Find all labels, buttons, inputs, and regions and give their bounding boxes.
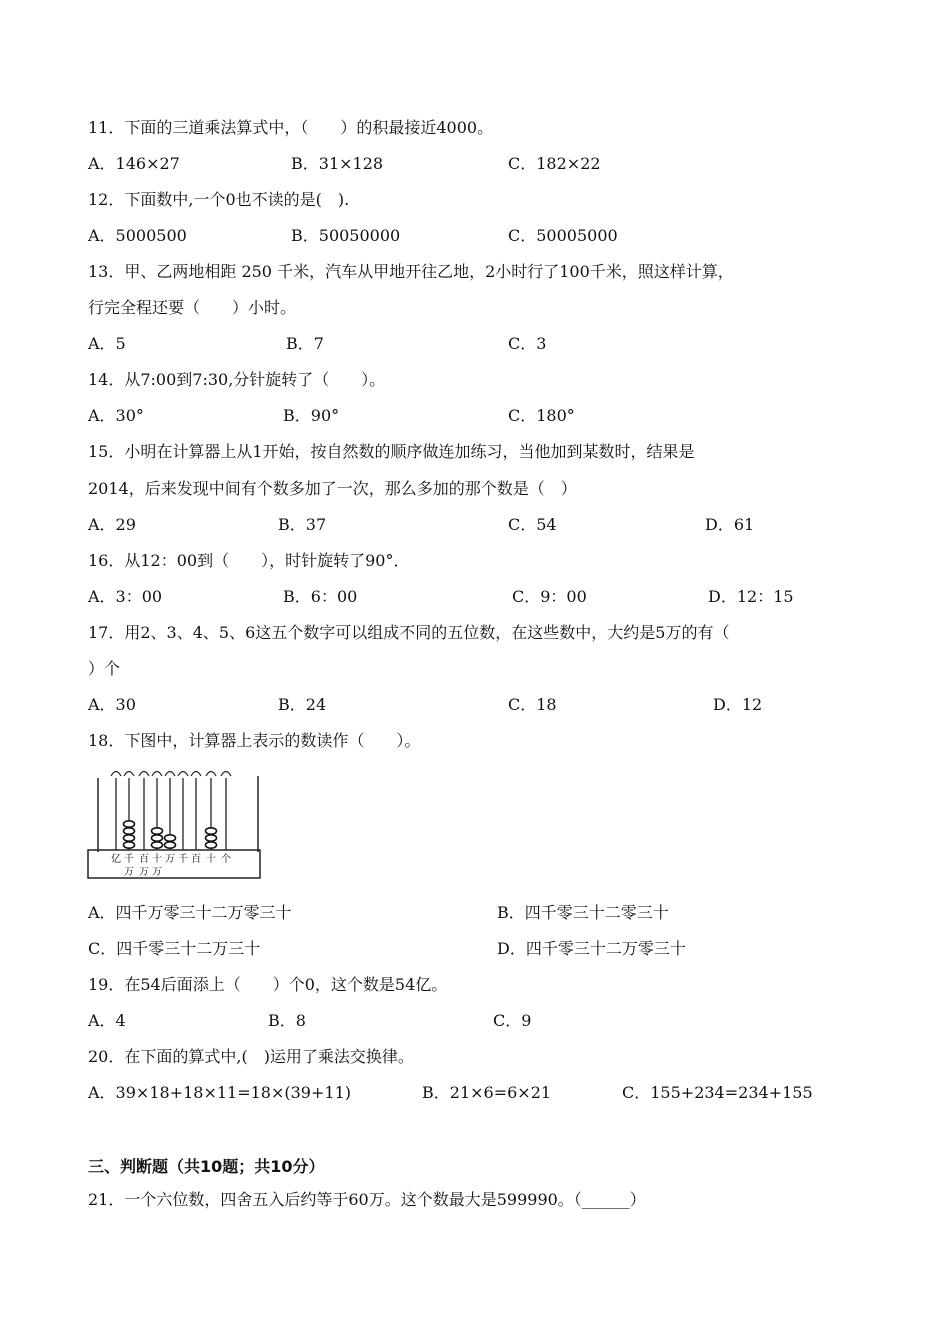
q15-option-a[interactable]: A．29 [88,515,136,534]
question-21: 21．一个六位数，四舍五入后约等于60万。这个数最大是599990。（______） [88,1190,646,1209]
q15-option-d[interactable]: D．61 [705,515,755,534]
question-16: 16．从12：00到（ ），时针旋转了90°． [88,551,410,570]
q19-option-b[interactable]: B．8 [268,1011,306,1030]
abacus-bead [124,828,135,834]
q17-option-a[interactable]: A．30 [88,695,136,714]
q15-option-b[interactable]: B．37 [278,515,327,534]
question-13-line2: 行完全程还要（ ）小时。 [88,298,297,317]
q15-option-c[interactable]: C．54 [508,515,557,534]
question-19: 19．在54后面添上（ ）个0，这个数是54亿。 [88,975,448,994]
q12-option-c[interactable]: C．50005000 [508,226,618,245]
question-12: 12．下面数中,一个0也不读的是( ). [88,190,350,209]
abacus-bead [124,835,135,841]
abacus-label-8: 个 [221,854,231,865]
question-15-line2: 2014，后来发现中间有个数多加了一次，那么多加的那个数是（ ） [88,479,577,498]
abacus-label-1: 千 [124,854,134,865]
question-17: 17．用2、3、4、5、6这五个数字可以组成不同的五位数，在这些数中，大约是5万的有（ [88,623,730,642]
q18-option-a[interactable]: A．四千万零三十二万零三十 [88,903,292,922]
abacus-rod-cap-3 [152,772,162,777]
q13-option-a[interactable]: A．5 [88,334,126,353]
abacus-rod-cap-5 [178,772,188,777]
q13-option-c[interactable]: C．3 [508,334,547,353]
question-20: 20．在下面的算式中,( )运用了乘法交换律。 [88,1047,414,1066]
question-14: 14．从7:00到7:30,分针旋转了（ ）。 [88,370,386,389]
abacus-sublabel-1: 万 [139,867,149,878]
abacus-bead [124,842,135,848]
section-3-title: 三、判断题（共10题；共10分） [88,1157,325,1176]
q20-option-b[interactable]: B．21×6=6×21 [422,1083,552,1102]
q11-option-c[interactable]: C．182×22 [508,154,601,173]
q18-option-b[interactable]: B．四千零三十二零三十 [497,903,669,922]
q20-option-a[interactable]: A．39×18+18×11=18×(39+11) [88,1083,351,1102]
question-18: 18．下图中，计算器上表示的数读作（ ）。 [88,731,421,750]
abacus-bead [152,828,163,834]
abacus-bead [206,842,217,848]
abacus-label-6: 百 [191,854,201,865]
abacus-label-2: 百 [139,854,149,865]
abacus-label-5: 千 [178,854,188,865]
abacus-label-7: 十 [206,854,216,865]
question-11: 11．下面的三道乘法算式中，（ ）的积最接近4000。 [88,118,494,137]
question-17-line2: ）个 [88,659,121,678]
abacus-rod-cap-2 [139,772,149,777]
q14-option-b[interactable]: B．90° [283,406,340,425]
abacus-sublabel-2: 万 [152,867,162,878]
abacus-label-4: 万 [165,854,175,865]
abacus-bead [152,835,163,841]
abacus-figure [86,764,262,880]
q16-option-c[interactable]: C．9：00 [512,587,587,606]
abacus-bead [206,828,217,834]
abacus-bead [206,835,217,841]
question-15: 15．小明在计算器上从1开始，按自然数的顺序做连加练习，当他加到某数时，结果是 [88,442,695,461]
q12-option-b[interactable]: B．50050000 [291,226,401,245]
q19-option-a[interactable]: A．4 [88,1011,126,1030]
abacus-bead [124,821,135,827]
abacus-label-0: 亿 [111,854,121,865]
abacus-rod-cap-8 [221,772,231,777]
abacus-sublabel-0: 万 [124,867,134,878]
q14-option-c[interactable]: C．180° [508,406,575,425]
q17-option-d[interactable]: D．12 [713,695,763,714]
q11-option-a[interactable]: A．146×27 [88,154,180,173]
abacus-label-3: 十 [152,854,162,865]
q16-option-a[interactable]: A．3：00 [88,587,163,606]
q13-option-b[interactable]: B．7 [286,334,324,353]
abacus-bead [165,835,176,841]
abacus-rod-cap-7 [206,772,216,777]
q20-option-c[interactable]: C．155+234=234+155 [622,1083,813,1102]
abacus-rod-cap-1 [124,772,134,777]
q16-option-d[interactable]: D．12：15 [708,587,794,606]
q18-option-c[interactable]: C．四千零三十二万三十 [88,939,261,958]
q16-option-b[interactable]: B．6：00 [283,587,358,606]
q17-option-b[interactable]: B．24 [278,695,327,714]
abacus-bead [165,842,176,848]
question-13: 13．甲、乙两地相距 250 千米，汽车从甲地开往乙地，2小时行了100千米，照这样计算， [88,262,734,281]
q14-option-a[interactable]: A．30° [88,406,144,425]
q12-option-a[interactable]: A．5000500 [88,226,187,245]
q18-option-d[interactable]: D．四千零三十二万零三十 [497,939,686,958]
abacus-bead [152,842,163,848]
abacus-rod-cap-0 [111,772,121,777]
abacus-rod-cap-4 [165,772,175,777]
abacus-rod-cap-6 [191,772,201,777]
q17-option-c[interactable]: C．18 [508,695,557,714]
q11-option-b[interactable]: B．31×128 [291,154,384,173]
q19-option-c[interactable]: C．9 [493,1011,532,1030]
